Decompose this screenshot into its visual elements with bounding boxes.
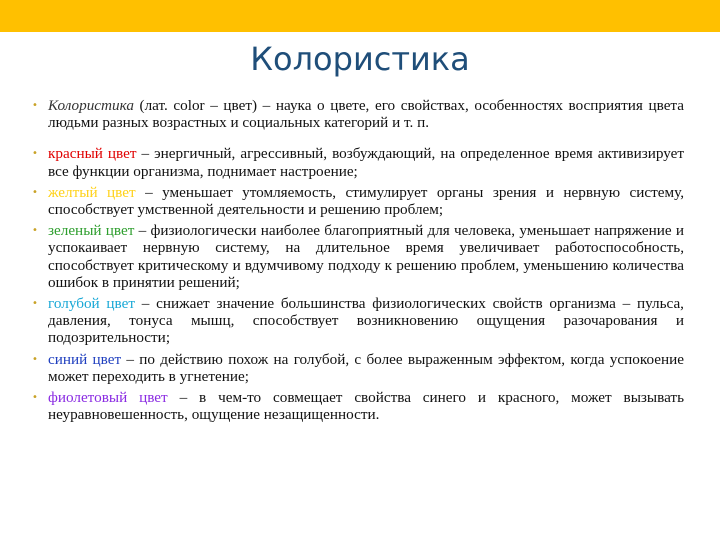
- bullet-dot-icon: •: [32, 148, 38, 160]
- list-item-red: [30, 145, 684, 179]
- bullet-dot-icon: •: [32, 353, 38, 365]
- list-item-light-blue: [30, 295, 684, 347]
- bullet-dot-icon: •: [32, 392, 38, 404]
- item-text: – по действию похож на голубой, с более выраженным эффектом, когда успокоение может переходить в угнетение;: [48, 350, 684, 385]
- list-item-blue: [30, 351, 684, 385]
- top-accent-bar: [0, 0, 720, 32]
- list-item-green: [30, 222, 684, 291]
- term-blue: синий цвет: [48, 350, 122, 368]
- term-yellow: желтый цвет: [48, 183, 136, 201]
- list-item-violet: [30, 389, 684, 423]
- list-item-definition: [30, 97, 684, 131]
- item-text: – уменьшает утомляемость, стимулирует органы зрения и нервную систему, способствует умственной деятельности и решению проблем;: [48, 183, 685, 219]
- term-green: зеленый цвет: [48, 222, 135, 240]
- list-item-yellow: [30, 184, 684, 218]
- term-koloristika: Колористика: [48, 97, 134, 114]
- item-text: – снижает значение большинства физиологических свойств организма – пульса, давления, тонуса мышц, способствует возникновению ощущения разочарования и подозрительности;: [48, 295, 684, 347]
- term-violet: фиолетовый цвет: [48, 389, 168, 407]
- bullet-dot-icon: •: [32, 186, 38, 198]
- item-text: – физиологически наиболее благоприятный для человека, уменьшает напряжение и успокаивает нервную систему, на длительное время увеличивает работоспособность, способствует критическому и вдумчивому подходу к решению проблем, уменьшению количества ошибок в принятии решений;: [48, 222, 685, 291]
- bullet-dot-icon: •: [32, 298, 38, 310]
- item-text: – энергичный, агрессивный, возбуждающий, на определенное время активизирует все функции организма, поднимает настроение;: [48, 145, 684, 180]
- bullet-dot-icon: •: [32, 225, 38, 237]
- slide-title: Колористика: [250, 40, 470, 78]
- item-text: – в чем-то совмещает свойства синего и красного, может вызывать неуравновешенность, ощущение незащищенности.: [48, 389, 684, 424]
- bullet-dot-icon: •: [32, 100, 38, 111]
- term-light-blue: голубой цвет: [48, 295, 135, 313]
- term-red: красный цвет: [48, 145, 137, 163]
- slide-body: [30, 97, 684, 427]
- item-text: (лат. color – цвет) – наука о цвете, его свойствах, особенностях восприятия цвета людьми разных возрастных и социальных категорий и т. п.: [48, 97, 684, 132]
